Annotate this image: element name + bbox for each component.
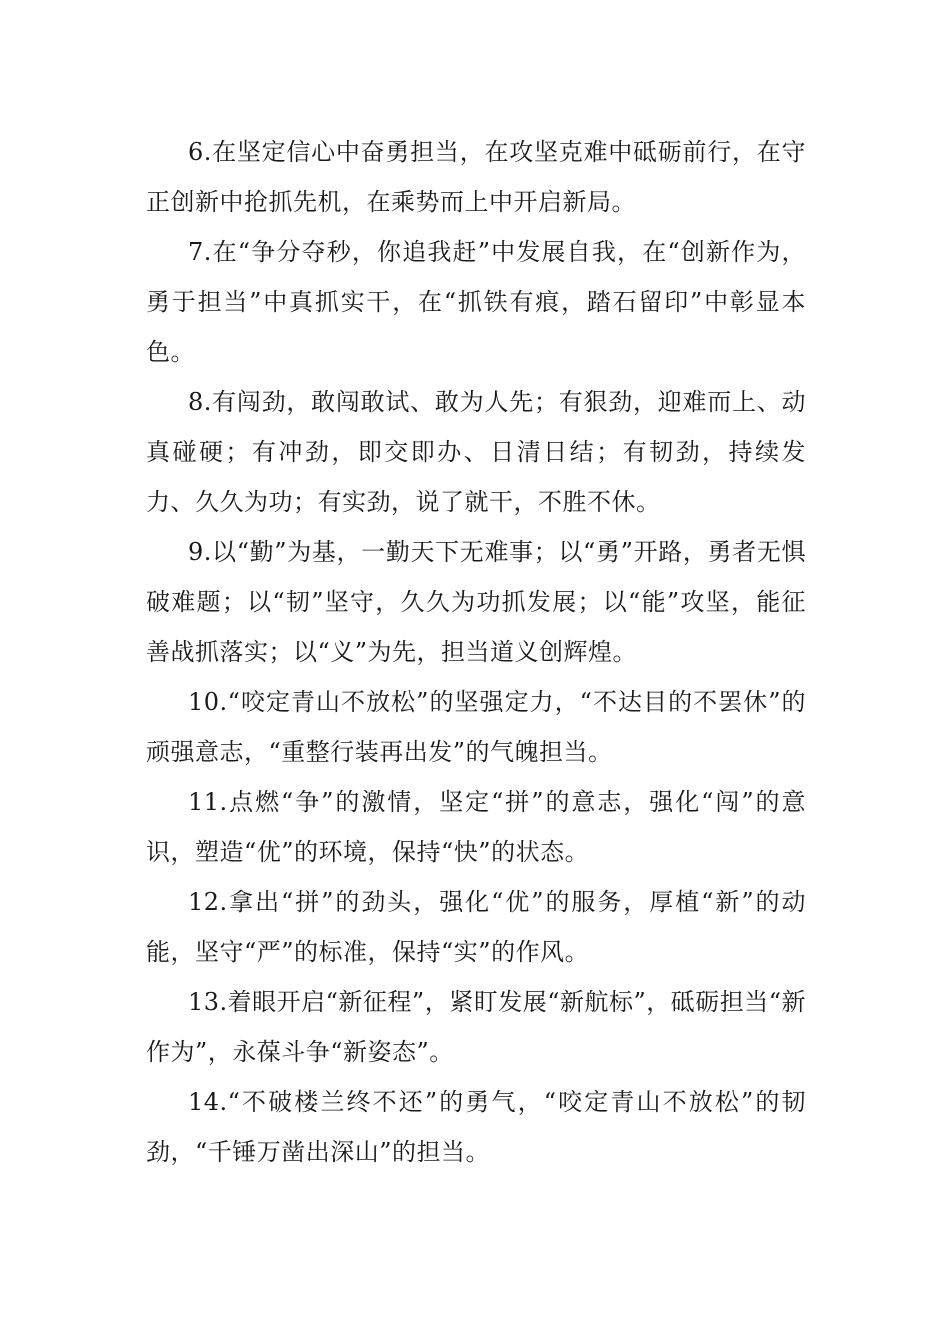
paragraph-12: 12.拿出“拼”的劲头，强化“优”的服务，厚植“新”的动能，坚守“严”的标准，保持“实”的作风。 (146, 888, 806, 966)
paragraph-6: 6.在坚定信心中奋勇担当，在攻坚克难中砥砺前行，在守正创新中抢抓先机，在乘势而上中开启新局。 (146, 138, 806, 216)
document-body (146, 127, 806, 1177)
paragraph-13: 13.着眼开启“新征程”，紧盯发展“新航标”，砥砺担当“新作为”，永葆斗争“新姿态”。 (146, 988, 807, 1066)
paragraph-14: 14.“不破楼兰终不还”的勇气，“咬定青山不放松”的韧劲，“千锤万凿出深山”的担当。 (146, 1088, 806, 1166)
paragraph-9: 9.以“勤”为基，一勤天下无难事；以“勇”开路，勇者无惧破难题；以“韧”坚守，久久为功抓发展；以“能”攻坚，能征善战抓落实；以“义”为先，担当道义创辉煌。 (146, 538, 806, 666)
paragraph-10: 10.“咬定青山不放松”的坚强定力，“不达目的不罢休”的顽强意志，“重整行装再出发”的气魄担当。 (146, 688, 806, 766)
paragraph-7: 7.在“争分夺秒，你追我赶”中发展自我，在“创新作为，勇于担当”中真抓实干，在“抓铁有痕，踏石留印”中彰显本色。 (146, 238, 806, 366)
paragraph-8: 8.有闯劲，敢闯敢试、敢为人先；有狠劲，迎难而上、动真碰硬；有冲劲，即交即办、日清日结；有韧劲，持续发力、久久为功；有实劲，说了就干，不胜不休。 (146, 388, 806, 516)
paragraph-11: 11.点燃“争”的激情，坚定“拼”的意志，强化“闯”的意识，塑造“优”的环境，保持“快”的状态。 (146, 788, 806, 866)
